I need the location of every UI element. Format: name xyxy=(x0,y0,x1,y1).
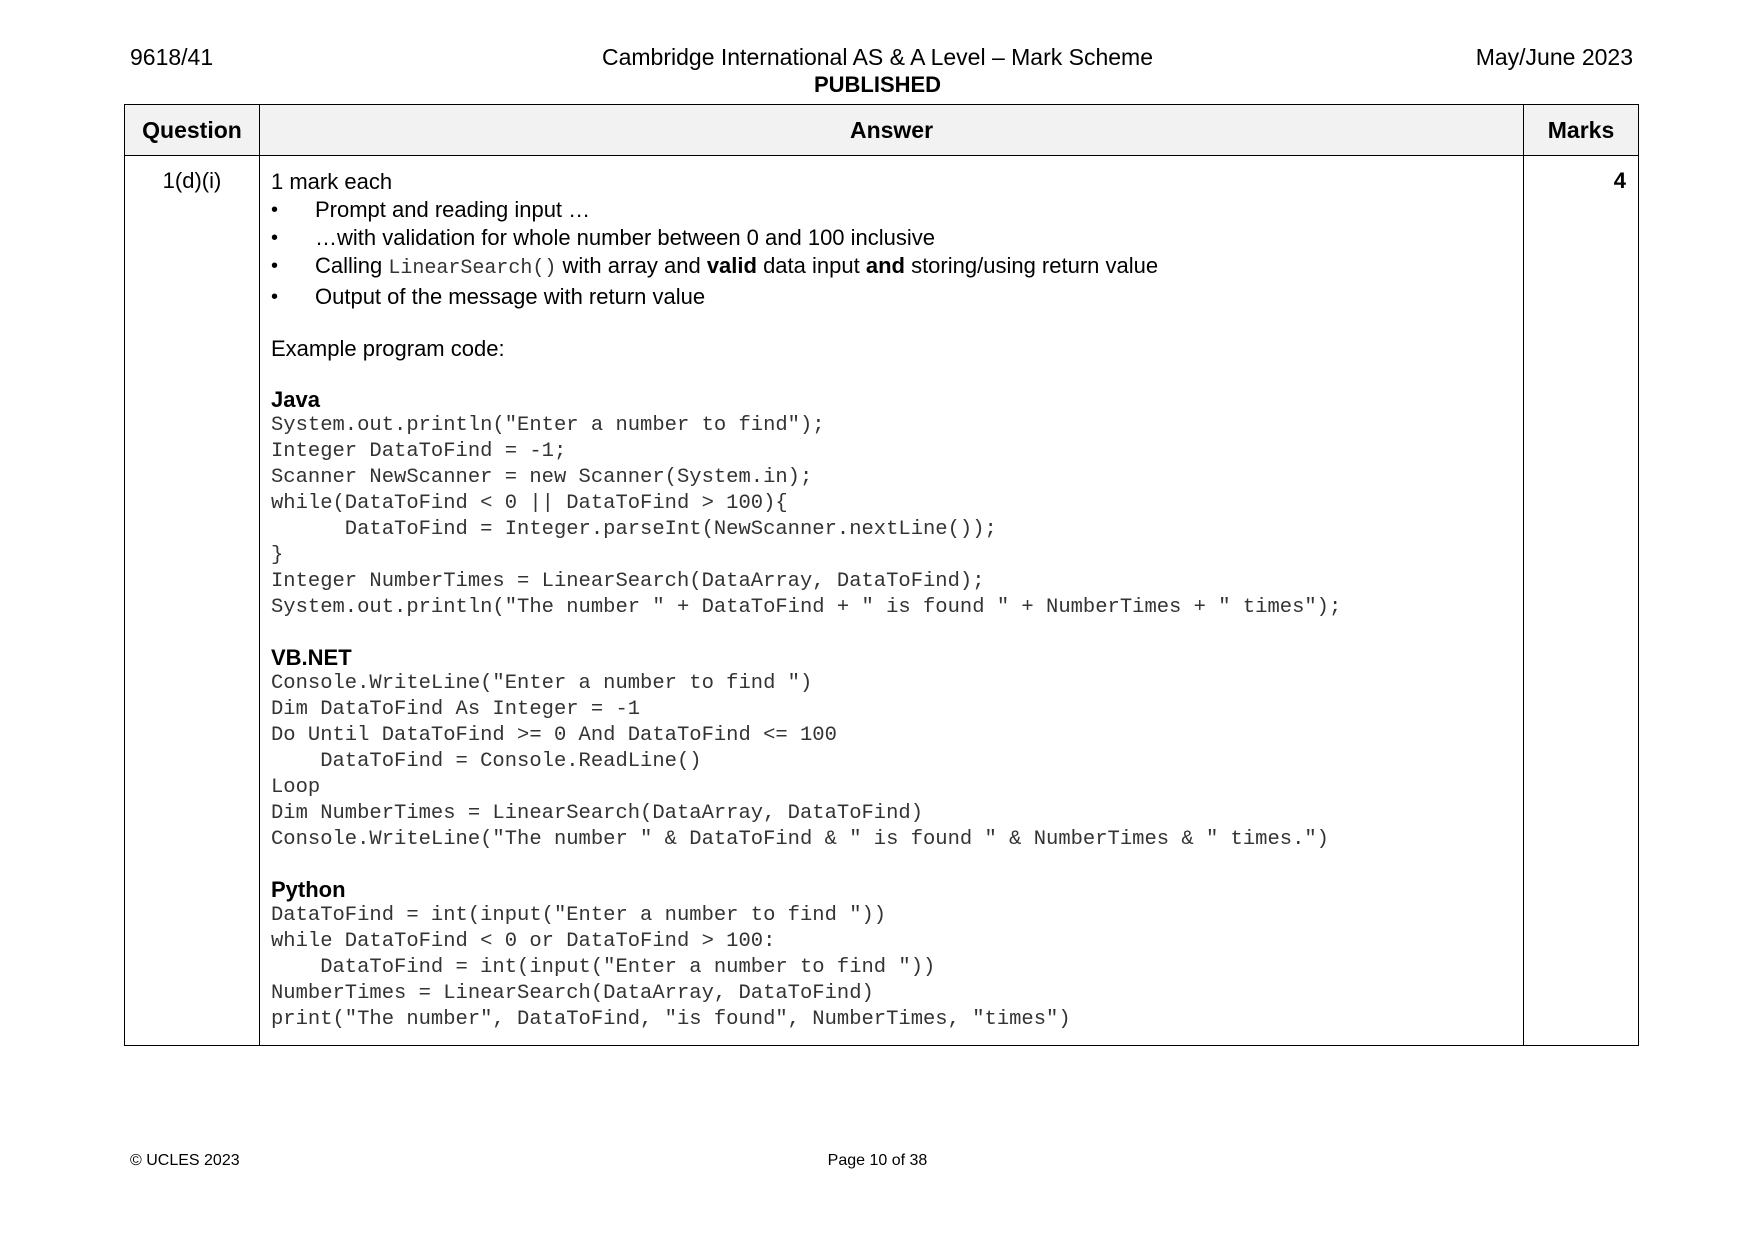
inline-code: LinearSearch() xyxy=(388,257,557,280)
mark-scheme-table xyxy=(124,104,1639,1046)
published-label: PUBLISHED xyxy=(813,72,942,97)
marking-points xyxy=(271,196,1513,311)
marking-point-3-text: Calling xyxy=(315,253,389,278)
page-number: Page 10 of 38 xyxy=(827,1152,928,1169)
marking-point-3 xyxy=(271,252,1513,283)
marking-point-3-text: data input xyxy=(756,253,866,278)
python-heading: Python xyxy=(271,877,346,902)
marks-header: Marks xyxy=(1524,105,1639,156)
copyright: © UCLES 2023 xyxy=(130,1152,240,1169)
marking-point-3-text: storing/using return value xyxy=(904,253,1159,278)
marking-point-2: • …with validation for whole number between 0 and 100 inclusive xyxy=(271,224,1513,252)
java-heading: Java xyxy=(271,387,320,412)
document-title: Cambridge International AS & A Level – Mark Scheme xyxy=(601,44,1154,70)
answer-cell xyxy=(260,156,1524,1046)
question-number: 1(d)(i) xyxy=(125,156,260,1046)
paper-code: 9618/41 xyxy=(130,44,214,70)
marking-point-3-text: with array and xyxy=(556,253,707,278)
marking-point-4: • Output of the message with return value xyxy=(271,283,1513,311)
marking-point-1: • Prompt and reading input … xyxy=(271,196,1513,224)
exam-session: May/June 2023 xyxy=(1475,44,1633,70)
python-code-block: DataToFind = int(input("Enter a number to find ")) while DataToFind < 0 or DataToFind > 100: DataToFind = int(input("Enter a number to find ")) NumberTimes = LinearSearch(DataArray, DataToFind) print("The number", DataToFind, "is found", NumberTimes, "times") xyxy=(271,904,1071,1031)
marking-intro: 1 mark each xyxy=(271,169,393,194)
marks-value: 4 xyxy=(1524,156,1639,1046)
example-label: Example program code: xyxy=(271,336,505,361)
java-code-block: System.out.println("Enter a number to find"); Integer DataToFind = -1; Scanner NewScanner = new Scanner(System.in); while(DataToFind < 0 || DataToFind > 100){ DataToFind = Integer.parseInt(NewScanner.nextLine()); } Integer NumberTimes = LinearSearch(DataArray, DataToFind); System.out.println("The number " + DataToFind + " is found " + NumberTimes + " times"); xyxy=(271,414,1342,619)
bold-emphasis: and xyxy=(865,253,905,278)
table-header-row xyxy=(125,105,1639,156)
bold-emphasis: valid xyxy=(706,253,757,278)
vbnet-heading: VB.NET xyxy=(271,645,352,670)
question-header: Question xyxy=(125,105,260,156)
vbnet-code-block: Console.WriteLine("Enter a number to find ") Dim DataToFind As Integer = -1 Do Until DataToFind >= 0 And DataToFind <= 100 DataToFind = Console.ReadLine() Loop Dim NumberTimes = LinearSearch(DataArray, DataToFind) Console.WriteLine("The number " & DataToFind & " is found " & NumberTimes & " times.") xyxy=(271,672,1329,851)
answer-header: Answer xyxy=(260,105,1524,156)
table-row xyxy=(125,156,1639,1046)
